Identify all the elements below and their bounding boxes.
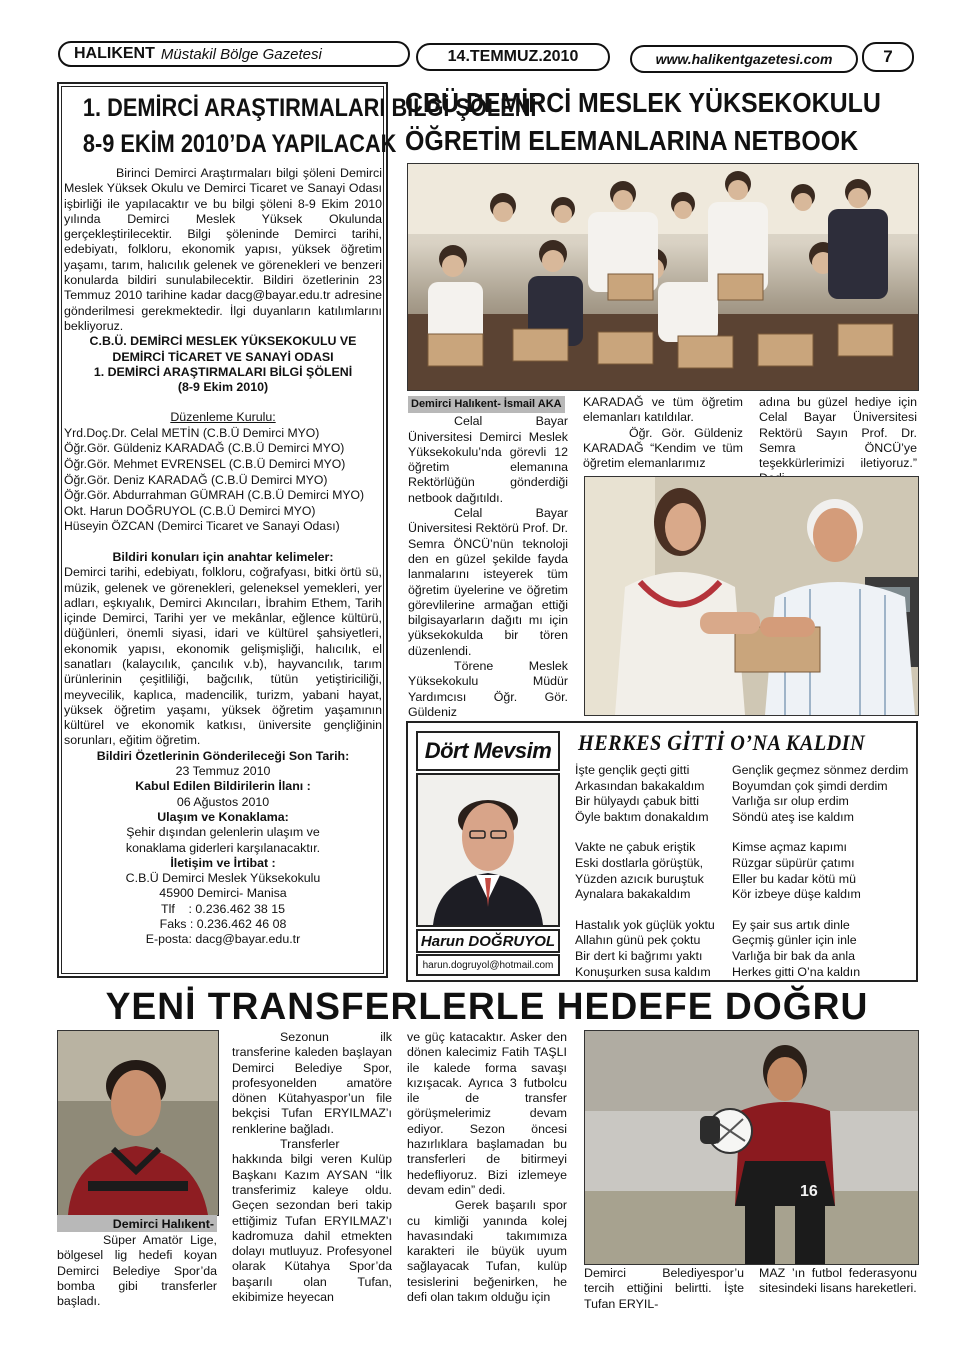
transfer-byline [57,1215,217,1232]
poem-line: Kör izbeye düşe kaldım [732,887,861,902]
issue-date-text: 14.TEMMUZ.2010 [447,48,579,65]
poem-line: Boyumdan çok şimdi derdim [732,778,888,793]
jersey-number: 16 [800,1183,818,1200]
soleni-headline-line1: 1. DEMİRCİ ARAŞTIRMALARI BİLGİ ŞÖLENİ [82,94,537,122]
transfer-col2 [232,1030,392,1305]
accept-title: Kabul Edilen Bildirilerin İlanı : [135,779,311,794]
transfer-col2-p2: Transferler hakkında bilgi veren Kulüp Başkanı Kazım AYSAN “İlk transferimiz kaleye oldu. Geçen sezondan beri takip ettiğimiz Tufan ERYILMAZ’ı kadromuza dahil etmekten dolayı mutluyuz. Profesyonel olarak Kütahya Spor’da başarılı olan Tufan, ekibimize heyecan [232,1137,392,1305]
deadline-title: Bildiri Özetlerinin Gönderileceği Son Tarih: [96,748,350,763]
poem-line: Geçmiş günler için inle [732,933,857,948]
poem-line: Konuşurken susa kaldım [575,964,711,979]
author-email[interactable]: harun.dogruyol@hotmail.com [422,959,554,971]
poem-left-column [575,763,725,980]
committee-member: Öğr.Gör. Güldeniz KARADAĞ (C.B.Ü Demirci MYO) [64,441,345,456]
contact-title: İletişim ve İrtibat : [170,855,276,870]
poem-line: Arkasından bakakaldım [575,778,705,793]
netbook-headline-line2: ÖĞRETİM ELEMANLARINA NETBOOK [405,125,859,156]
keywords-title: Bildiri konuları için anahtar kelimeler: [112,549,334,564]
poem-line: Allahın günü pek çoktu [575,933,701,948]
poem-line: Herkes gitti O’na kaldın [732,964,861,979]
soleni-headline-line2: 8-9 EKİM 2010’DA YAPILACAK [82,130,397,158]
travel-line2: konaklama giderleri karşılanacaktır. [125,840,321,855]
soleni-intro: Birinci Demirci Araştırmaları bilgi şöleni Demirci Meslek Yüksek Okulu ve Demirci Ticaret ve Sanayi Odası işbirliği ile yapılacaktır ve bu bilgi şöleni 8-9 Ekim 2010 yılında Demirci Meslek Yüksek Okulunda gerçekleştirilecektir. Bilgi şöleninde Demirci tarihi, edebiyatı, folkloru, ekonomik yapısı, yüksek öğretim yaşamı, tarım, halıcılık gelenek ve görenekleri ve benzeri konularda bildiri sunulabilecektir. Bildiri özetlerinin 23 Temmuz 2010 tarihine kadar dacg@bayar.edu.tr adresine gönderilmesi gerekmektedir. İlgi duyanların katılımlarını bekliyoruz. [64,166,382,333]
author-email-box[interactable] [416,954,560,976]
netbook-headline-line1: CBÜ DEMİRCİ MESLEK YÜKSEKOKULU [405,87,881,118]
poem-title: HERKES GİTTİ O’NA KALDIN [578,730,866,755]
contact-line1: C.B.Ü Demirci Meslek Yüksekokulu [125,871,321,886]
author-name-box [416,929,560,953]
poem-line: Öyle baktım donakaldım [575,809,709,824]
player-portrait [57,1030,219,1216]
poem-line: İşte gençlik geçti gitti [575,763,690,777]
masthead-pill [58,41,410,67]
netbook-col3-p1: adına bu güzel hediye için Celal Bayar Üniversitesi Rektörü Sayın Prof. Dr. Semra ÖNCÜ’ye teşekkürlerimizi iletiyoruz.” [759,395,917,471]
page-number [862,42,914,72]
transfer-byline-text: Demirci Halıkent- [112,1216,214,1231]
netbook-col2 [583,395,743,471]
poem-line: Gençlik geçmez sönmez derdim [732,763,909,777]
transfer-col5-p1: MAZ ’ın futbol federasyonu sitesindeki lisans hareketleri. [759,1266,917,1296]
committee-title: Düzenleme Kurulu: [170,410,276,425]
transfer-col5 [759,1266,917,1297]
netbook-col1-p1: Celal Bayar Üniversitesi Demirci Meslek Yüksekokulu’nda görevli 12 öğretim elemanına Rektörlüğün gönderdiği netbook dağıtıldı. [408,414,568,505]
committee-member: Öğr.Gör. Deniz KARADAĞ (C.B.Ü Demirci MYO) [64,472,328,487]
transfer-col3-p2: Gerek başarılı spor cu kimliği yanında kolej havasındaki takımımıza karakteri ile büyük uyum sağlayacak Tufan, kulüp tesislerini beğenirken, he defi olan takım olduğu için [407,1198,567,1305]
contact-line2: 45900 Demirci- Manisa [159,886,287,901]
netbook-col1-p2: Celal Bayar Üniversitesi Rektörü Prof. Dr. Semra ÖNCÜ’nün teknoloji den en güzel şekilde fayda lanmalarını isteyerek tüm öğretim üyelerine ve öğretim görevlilerine armağan ettiği bilgisayarların dağıtı mı için yüksekokulda bir tören düzenlendi. [408,506,568,658]
netbook-col2-p2: Öğr. Gör. Güldeniz KARADAĞ “Kendim ve tüm öğretim elemanlarımız [583,425,743,471]
transfer-col3 [407,1030,567,1305]
column-title: Dört Mevsim [424,738,552,763]
group-photo-illustration [408,164,918,390]
poem-line: Rüzgar süpürür çatımı [732,855,855,870]
player-portrait-illustration [58,1031,218,1215]
poem-line: Bir hülyaydı çabuk bitti [575,794,699,809]
soleni-org-line1: C.B.Ü. DEMİRCİ MESLEK YÜKSEKOKULU VE [89,334,357,349]
website-pill[interactable] [630,45,858,73]
transfer-col1-p1: Süper Amatör Lige, bölgesel lig hedefi koyan Demirci Belediye Spor’da bomba gibi transferler başladı. [57,1233,217,1309]
transfer-headline: YENİ TRANSFERLERLE HEDEFE DOĞRU [105,986,869,1028]
committee-member: Öğr.Gör. Abdurrahman GÜMRAH (C.B.Ü Demirci MYO) [64,488,365,503]
column-header-box [416,731,560,771]
transfer-col2-p1: Sezonun ilk transferine kaleden başlayan Demirci Belediye Spor, profesyonelden amatöre dönen Kütahyaspor’un file bekçisi Tufan ERYILMAZ’ı renklerine bağladı. [232,1030,392,1136]
travel-title: Ulaşım ve Konaklama: [157,809,289,824]
netbook-headline [405,84,923,160]
netbook-col2-p1: KARADAĞ ve tüm öğretim elemanları katıldılar. [583,395,743,425]
poem-line: Eller bu kadar kötü mü [732,871,856,886]
netbook-byline-tag: Demirci Halıkent- İsmail AKA [408,396,565,413]
paper-subtitle: Müstakil Bölge Gazetesi [160,45,322,63]
group-photo [407,163,919,391]
paper-name: HALIKENT [74,45,155,62]
netbook-byline [408,396,568,413]
netbook-col1 [408,396,568,720]
soleni-body [64,166,382,948]
committee-member: Yrd.Doç.Dr. Celal METİN (C.B.Ü Demirci MYO) [64,425,320,440]
contact-fax: Faks : 0.236.462 46 08 [159,917,287,932]
contact-phone: Tlf : 0.236.462 38 15 [161,901,285,916]
poem-line: Kimse açmaz kapımı [732,840,847,855]
transfer-col1 [57,1233,217,1309]
author-portrait-illustration [418,775,558,925]
poem-line: Vakte ne çabuk eriştik [575,840,696,855]
keywords-text: Demirci tarihi, edebiyatı, folkloru, coğrafyası, bitki örtü sü, müzik, gelenek ve görenekleri, geleneksel yemekleri, yer adları, eşkıyalık, Demirci Akıncıları, İbrahim Ethem, Tarih içinde Demirci, Tarihi yer ve mekânlar, eğlence kültürü, düğünleri, önemli siyasi, idari ve kültürel şahsiyetleri, ekonomik yapısı, ekonomik gelişmişliği, halıcılık, el sanatları (kalaycılık, çancılık v.b), hayvancılık, tarım ürünlerinin çeşitliliği, bağcılık, tütün yetiştiriciliği, meyvecilik, kaplıca, madencilik, turizm, yabani hayat, yüksek öğretim yaşamı, yüksek öğretim yaşamının kültürel ve ekonomik katkısı, üniversite gençliğinin sorunları, eğitim öğretim. [64,565,382,748]
accept-date: 06 Ağustos 2010 [176,794,270,809]
committee-member: Okt. Harun DOĞRUYOL (C.B.Ü Demirci MYO) [64,503,316,518]
author-portrait [416,773,560,927]
contact-email[interactable]: E-posta: dacg@bayar.edu.tr [145,932,301,947]
poem-line: Söndü ateş ise kaldım [732,809,854,824]
soleni-org-line3: 1. DEMİRCİ ARAŞTIRMALARI BİLGİ ŞÖLENİ [93,364,353,379]
transfer-col4-p1: Demirci Belediyespor’u tercih ettiğini belirtti. İşte Tufan ERYIL- [584,1266,744,1311]
handshake-photo [584,476,919,716]
netbook-col3 [759,395,917,487]
goalkeeper-photo [584,1030,919,1265]
committee-member: Hüseyin ÖZCAN (Demirci Ticaret ve Sanayi Odası) [64,519,340,534]
committee-member: Öğr.Gör. Mehmet EVRENSEL (C.B.Ü Demirci MYO) [64,456,346,471]
page-number-text: 7 [883,47,893,66]
poem-right-column [732,763,916,980]
deadline-date: 23 Temmuz 2010 [175,764,271,779]
issue-date [416,43,610,71]
poem-line: Varlığa bir bak da anla [732,948,856,963]
handshake-photo-illustration [585,477,918,715]
netbook-col1-p3: Törene Meslek Yüksekokulu Müdür Yardımcısı Öğr. Gör. Güldeniz [408,659,568,719]
poem-line: Eski dostlarla görüştük, [575,855,704,870]
soleni-org-line2: DEMİRCİ TİCARET VE SANAYİ ODASI [112,349,334,364]
poem-line: Ey şair sus artık dinle [732,917,850,932]
committee-list [64,426,382,535]
poem-line: Yüzden azıcık buruştuk [575,871,704,886]
transfer-col3-p1: ve güç katacaktır. Asker den dönen kalecimiz Fatih TAŞLI ile kalede forma savaşı kızışacak. Ayrıca 3 futbolcu ile de transfer görüşmelerimiz devam ediyor. Sezon öncesi hazırlıklara başlamadan bu transferleri de bitirmeyi hedefliyoruz. Bizi izlemeye devam edin” dedi. [407,1030,567,1197]
soleni-org-line4: (8-9 Ekim 2010) [177,380,269,395]
poem-line: Bir dert ki bağrımı yaktı [575,948,703,963]
poem-line: Aynalara bakakaldım [575,887,691,902]
soleni-headline [62,90,537,162]
poem-line: Hastalık yok güçlük yoktu [575,917,715,932]
poem-line: Varlığa sır olup erdim [732,794,849,809]
author-name: Harun DOĞRUYOL [420,932,556,950]
website-link[interactable]: www.halikentgazetesi.com [655,51,833,67]
travel-line1: Şehir dışından gelenlerin ulaşım ve [126,825,320,840]
goalkeeper-photo-illustration [585,1031,918,1264]
transfer-col4 [584,1266,744,1312]
